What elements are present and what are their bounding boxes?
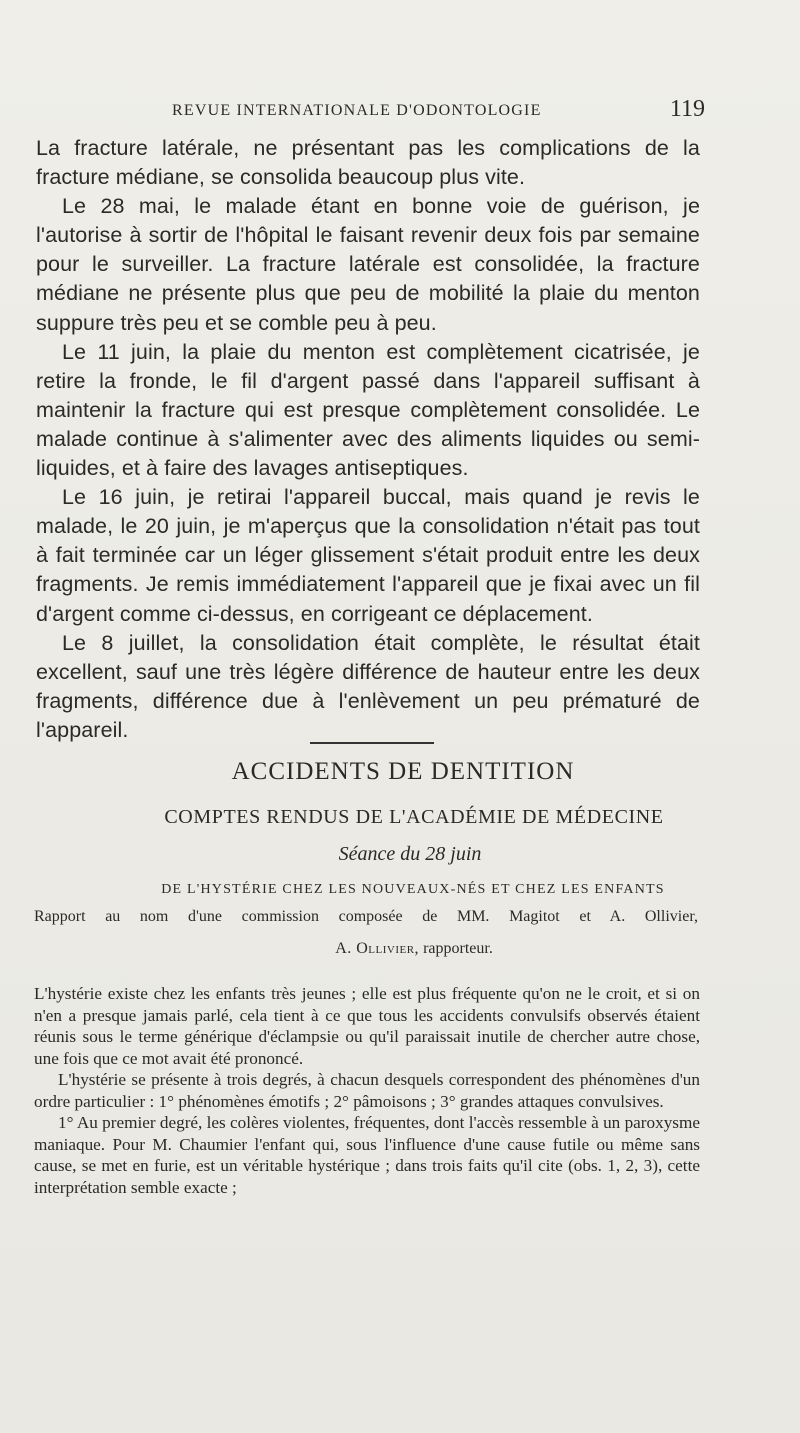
section-divider — [310, 742, 434, 744]
rapporteur-line — [0, 940, 800, 958]
paragraph: Le 16 juin, je retirai l'appareil buccal, mais quand je revis le malade, le 20 juin, je m'aperçus que la consolidation n'était pas tout à fait terminée car un léger glissement s'était produit entre les deux fragments. Je remis immédiatement l'appareil que je fixai avec un fil d'argent comme ci-dessus, en corrigeant ce déplacement. — [36, 485, 700, 626]
page-number: 119 — [669, 96, 705, 122]
session-date: Séance du 28 juin — [338, 843, 482, 865]
main-text — [36, 134, 700, 745]
paragraph: 1° Au premier degré, les colères violentes, fréquentes, dont l'accès ressemble à un paroxysme maniaque. Pour M. Chaumier l'enfant qui, sous l'influence d'une cause futile ou même sans cause, se met en furie, est un véritable hystérique ; dans trois faits qu'il cite (obs. 1, 2, 3), cette interprétation semble exacte ; — [34, 1113, 700, 1197]
section-title: ACCIDENTS DE DENTITION — [231, 758, 575, 785]
rapporteur-role: rapporteur. — [423, 940, 493, 957]
report-line: Rapport au nom d'une commission composée de MM. Magitot et A. Ollivier, — [34, 908, 698, 925]
rapporteur-name: A. Ollivier, — [335, 940, 420, 957]
report-text — [34, 983, 700, 1198]
paragraph: Le 8 juillet, la consolidation était complète, le résultat était excellent, sauf une très légère différence de hauteur entre les deux fragments, différence due à l'enlèvement un peu prématuré de l'appareil. — [36, 630, 700, 742]
running-header — [172, 96, 705, 124]
paragraph: Le 28 mai, le malade étant en bonne voie de guérison, je l'autorise à sortir de l'hôpital le faisant revenir deux fois par semaine pour le surveiller. La fracture latérale est consolidée, la fracture médiane ne présente plus que peu de mobilité la plaie du menton suppure très peu et se comble peu à peu. — [36, 194, 700, 335]
paragraph: L'hystérie existe chez les enfants très jeunes ; elle est plus fréquente qu'on ne le croit, et si on n'en a presque jamais parlé, cela tient à ce que tous les accidents convulsifs observés étaient réunis sous le terme générique d'éclampsie ou qu'il paraissait inutile de chercher autre chose, une fois que ce mot avait été prononcé. — [34, 984, 700, 1068]
paragraph: La fracture latérale, ne présentant pas les complications de la fracture médiane, se consolida beaucoup plus vite. — [36, 136, 700, 190]
article-title: DE L'HYSTÉRIE CHEZ LES NOUVEAUX-NÉS ET CHEZ LES ENFANTS — [161, 882, 665, 897]
paragraph: Le 11 juin, la plaie du menton est complètement cicatrisée, je retire la fronde, le fil d'argent passé dans l'appareil suffisant à maintenir la fracture qui est presque complètement consolidée. Le malade continue à s'alimenter avec des aliments liquides ou semi-liquides, et à faire des lavages antiseptiques. — [36, 339, 700, 481]
running-title: REVUE INTERNATIONALE D'ODONTOLOGIE — [172, 102, 542, 119]
paragraph: L'hystérie se présente à trois degrés, à chacun desquels correspondent des phénomènes d'un ordre particulier : 1° phénomènes émotifs ; 2° pâmoisons ; 3° grandes attaques convulsives. — [34, 1070, 700, 1111]
subsection-title: COMPTES RENDUS DE L'ACADÉMIE DE MÉDECINE — [164, 806, 664, 828]
